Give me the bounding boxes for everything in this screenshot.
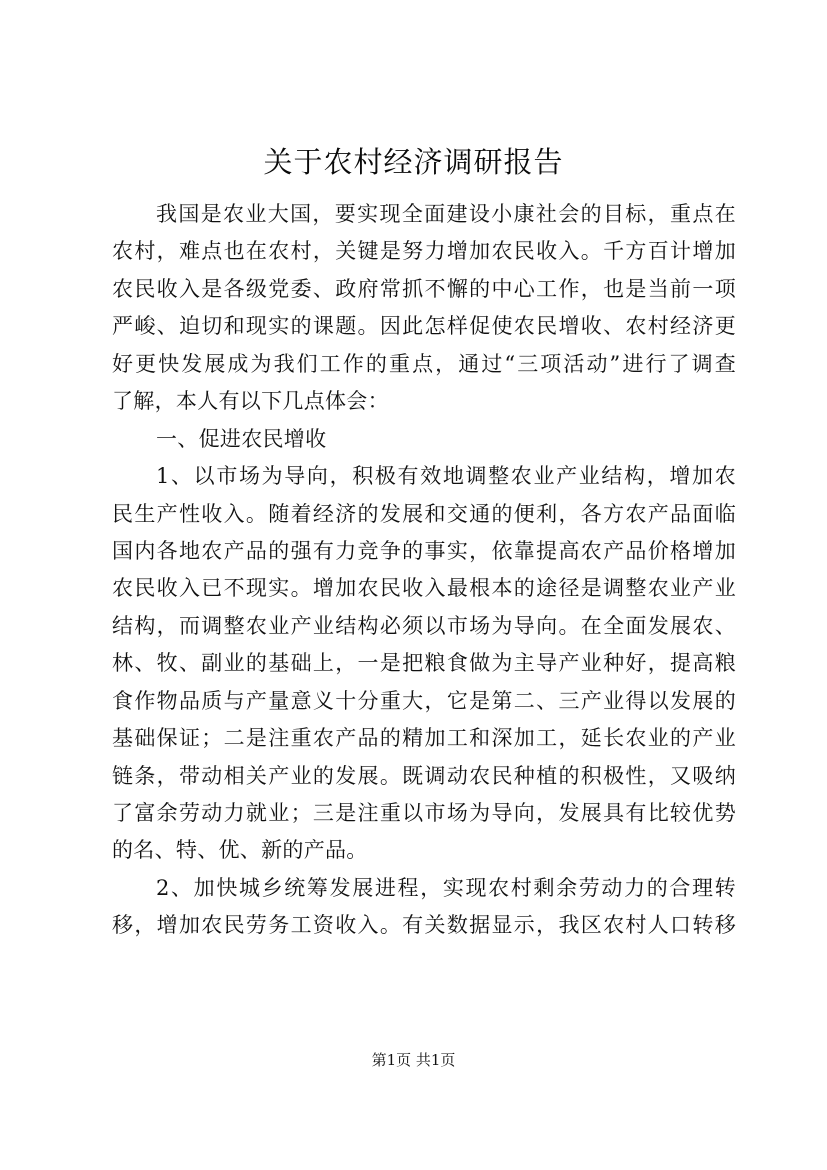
- section-heading: 一、促进农民增收: [156, 426, 327, 451]
- document-title: 关于农村经济调研报告: [263, 145, 564, 179]
- text-line: 了解，本人有以下几点体会：: [112, 389, 389, 414]
- text-line: 好更快发展成为我们工作的重点，通过“三项活动”进行了调查: [112, 351, 736, 376]
- text-line: 链条，带动相关产业的发展。既调动农民种植的积极性，又吸纳: [112, 763, 736, 788]
- text-line: 结构，而调整农业产业结构必须以市场为导向。在全面发展农、: [112, 613, 736, 638]
- page-footer: 第1页 共1页: [371, 1051, 456, 1069]
- text-line: 移，增加农民劳务工资收入。有关数据显示，我区农村人口转移: [112, 913, 736, 938]
- document-body: [112, 196, 736, 945]
- text-line: 农民收入已不现实。增加农民收入最根本的途径是调整农业产业: [112, 576, 736, 601]
- text-line: 农民收入是各级党委、政府常抓不懈的中心工作，也是当前一项: [112, 276, 736, 301]
- text-line: 民生产性收入。随着经济的发展和交通的便利，各方农产品面临: [112, 501, 736, 526]
- text-line: 了富余劳动力就业；三是注重以市场为导向，发展具有比较优势: [112, 801, 736, 825]
- text-line: 的名、特、优、新的产品。: [112, 838, 368, 863]
- text-line: 严峻、迫切和现实的课题。因此怎样促使农民增收、农村经济更: [112, 314, 736, 339]
- text-line: 1、以市场为导向，积极有效地调整农业产业结构，增加农: [156, 464, 736, 489]
- text-line: 国内各地农产品的强有力竞争的事实，依靠提高农产品价格增加: [112, 538, 736, 563]
- text-line: 农村，难点也在农村，关键是努力增加农民收入。千方百计增加: [112, 239, 736, 264]
- text-line: 食作物品质与产量意义十分重大，它是第二、三产业得以发展的: [112, 688, 736, 713]
- text-line: 2、加快城乡统筹发展进程，实现农村剩余劳动力的合理转: [156, 875, 736, 900]
- text-line: 基础保证；二是注重农产品的精加工和深加工，延长农业的产业: [112, 726, 736, 751]
- text-line: 林、牧、副业的基础上，一是把粮食做为主导产业种好，提高粮: [112, 651, 736, 676]
- text-line: 我国是农业大国，要实现全面建设小康社会的目标，重点在: [156, 202, 736, 226]
